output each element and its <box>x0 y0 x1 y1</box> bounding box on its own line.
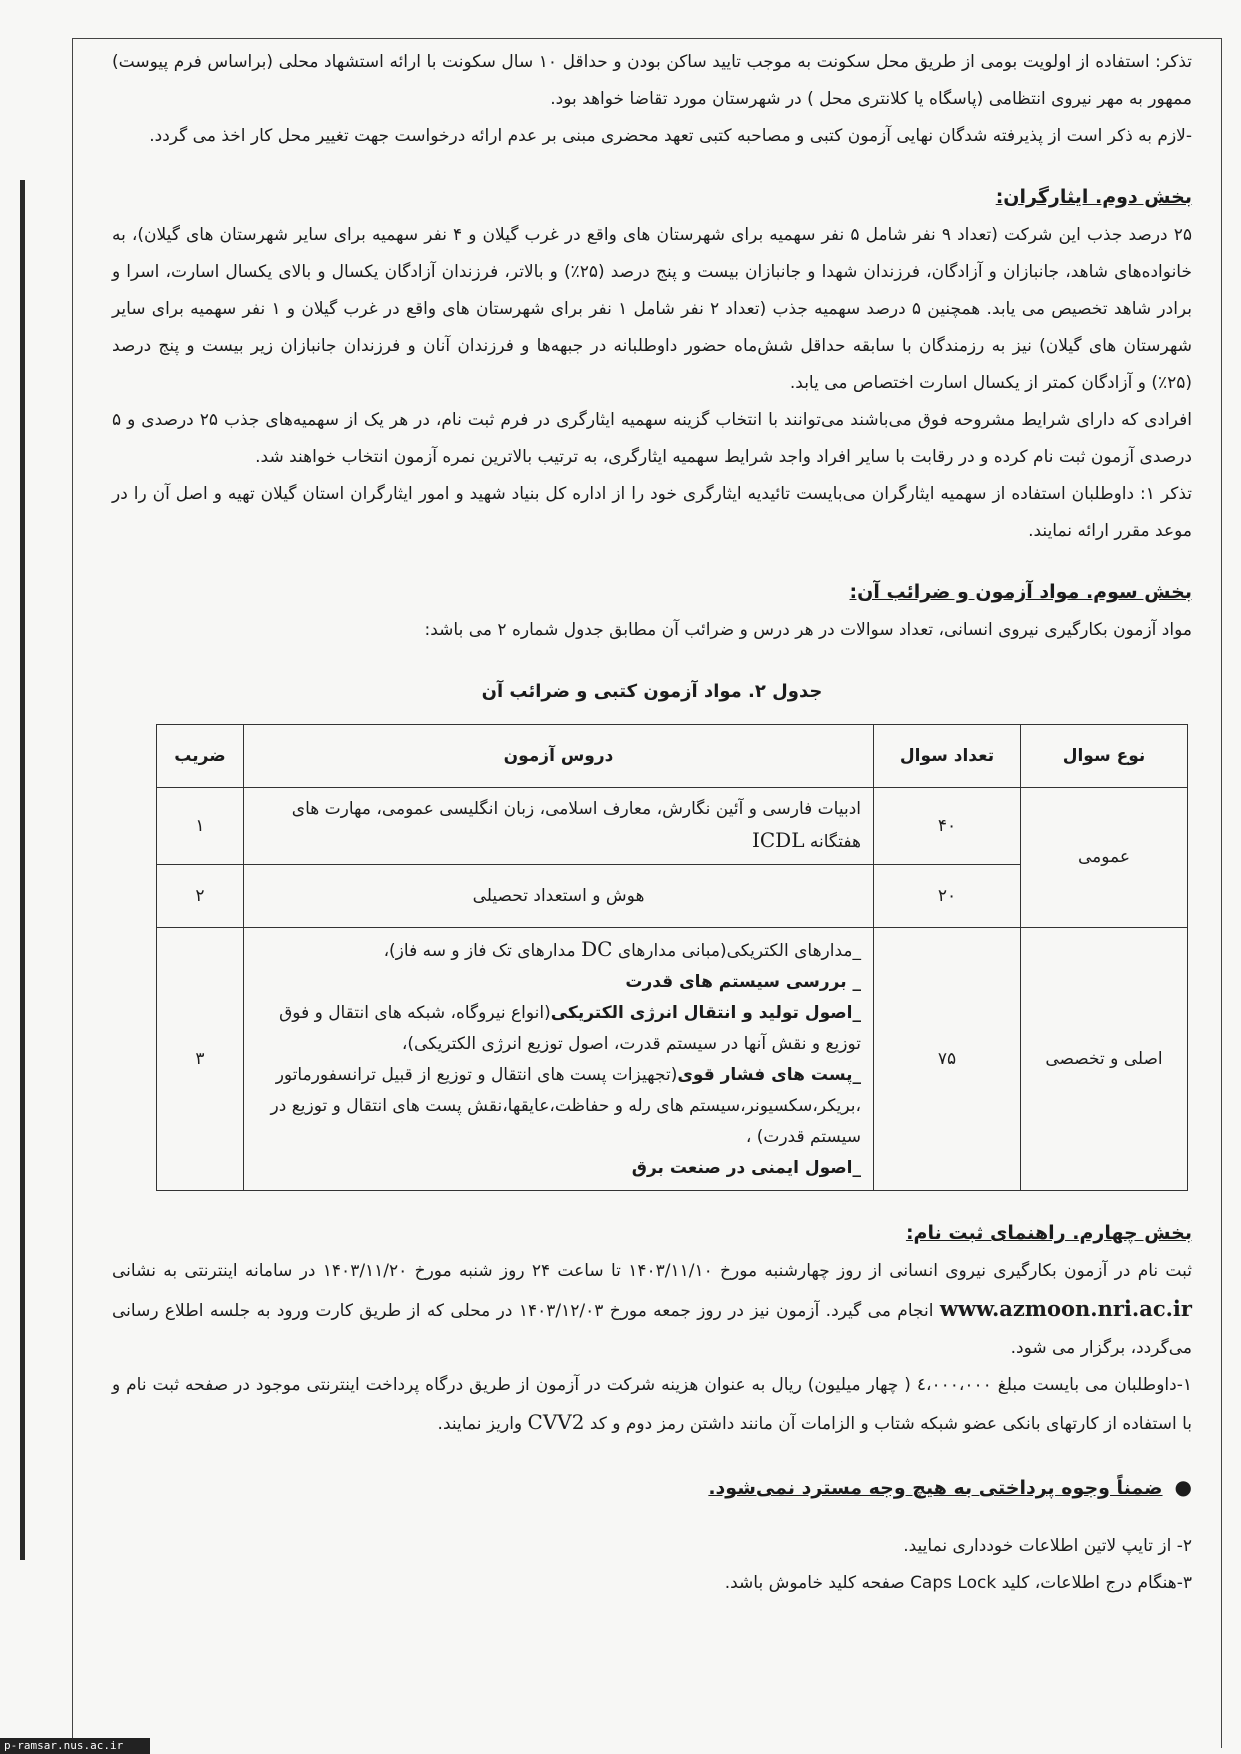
registration-url[interactable]: www.azmoon.nri.ac.ir <box>939 1296 1192 1321</box>
subjects-text: ادبیات فارسی و آئین نگارش، معارف اسلامی، زبان انگلیسی عمومی، مهارت های هفتگانه <box>291 799 861 852</box>
cell-type-specialized: اصلی و تخصصی <box>1021 928 1188 1191</box>
table-row <box>157 788 1188 865</box>
cell-subjects <box>244 788 874 865</box>
cell-coef: ۳ <box>157 928 244 1191</box>
table-title: جدول ۲. مواد آزمون کتبی و ضرائب آن <box>481 681 823 702</box>
header-type: نوع سوال <box>1021 725 1188 788</box>
cell-count: ۷۵ <box>874 928 1021 1191</box>
cell-count: ۴۰ <box>874 788 1021 865</box>
cell-type-general: عمومی <box>1021 788 1188 928</box>
section3-intro: مواد آزمون بکارگیری نیروی انسانی، تعداد سوالات در هر درس و ضرائب آن مطابق جدول شماره ۲ می باشد: <box>424 620 1192 640</box>
note-residence: تذکر: استفاده از اولویت بومی از طریق محل سکونت به موجب تایید ساکن بودن و حداقل ۱۰ سال سکونت با ارائه استشهاد محلی (براساس فرم پیوست) ممهور به مهر نیروی انتظامی (پاسگاه یا کلانتری محل ) در شهرستان مورد تقاضا خواهد بود. <box>112 52 1192 109</box>
exam-subjects-table <box>156 724 1188 1191</box>
refund-notice: ●ضمناً وجوه پرداختی به هیچ وجه مسترد نمی‌شود. <box>112 1465 1192 1510</box>
subject-line: _ بررسی سیستم های قدرت <box>625 972 861 992</box>
section2-para2: افرادی که دارای شرایط مشروحه فوق می‌باشند می‌توانند با انتخاب گزینه سهمیه ایثارگری در فرم ثبت نام، در هر یک از سهمیه‌های جذب ۲۵ درصدی و ۵ درصدی آزمون ثبت نام کرده و در رقابت با سایر افراد واجد شرایط سهمیه ایثارگری، به ترتیب بالاترین نمره آزمون انتخاب خواهند شد. <box>112 410 1192 467</box>
header-coef: ضریب <box>157 725 244 788</box>
section4-item1: ۱-داوطلبان می بایست مبلغ ٤،٠٠٠،٠٠٠ ( چهار میلیون) ریال به عنوان هزینه شرکت در آزمون از طریق درگاه پرداخت اینترنتی موجود در صفحه ثبت نام و با استفاده از کارتهای بانکی عضو شبکه شتاب و الزامات آن مانند داشتن رمز دوم و کد CVV2 واریز نمایند. <box>112 1375 1192 1434</box>
subject-line: _اصول ایمنی در صنعت برق <box>631 1158 861 1178</box>
section4-item2: ۲- از تایپ لاتین اطلاعات خودداری نمایید. <box>903 1536 1192 1556</box>
site-watermark: p-ramsar.nus.ac.ir <box>0 1738 150 1754</box>
section2-para1: ۲۵ درصد جذب این شرکت (تعداد ۹ نفر شامل ۵ نفر سهمیه برای شهرستان های واقع در غرب گیلان و ۴ نفر سهمیه برای سایر شهرستان های گیلان)، به خانواده‌های شاهد، جانبازان و آزادگان، فرزندان شهدا و جانبازان بیست و پنج درصد (۲۵٪) و بالاتر، فرزندان آزادگان یکسال و بالای یکسال اسارت، اسرا و برادر شاهد تخصیص می یابد. همچنین ۵ درصد سهمیه جذب (تعداد ۲ نفر شامل ۱ نفر برای شهرستان های واقع در غرب گیلان و ۱ نفر سهمیه برای سایر شهرستان های گیلان) نیز به رزمندگان با سابقه حداقل شش‌ماه حضور داوطلبانه در جبهه‌ها و فرزندان آنان و فرزندان جانبازان زیر بیست و پنج درصد (۲۵٪) و آزادگان کمتر از یکسال اسارت اختصاص می یابد. <box>112 225 1193 393</box>
section2-heading: بخش دوم. ایثارگران: <box>995 186 1192 208</box>
section4-heading: بخش چهارم. راهنمای ثبت نام: <box>905 1222 1192 1244</box>
subjects-latin: ICDL <box>751 828 805 852</box>
cell-subjects: هوش و استعداد تحصیلی <box>244 865 874 928</box>
bullet-icon: ● <box>1174 1475 1192 1499</box>
section2-note: تذکر ۱: داوطلبان استفاده از سهمیه ایثارگران می‌بایست تائیدیه ایثارگری خود را از اداره کل بنیاد شهید و امور ایثارگران استان گیلان تهیه و اصل آن را در موعد مقرر ارائه نمایند. <box>112 484 1192 541</box>
header-subjects: دروس آزمون <box>244 725 874 788</box>
document-page <box>112 44 1192 1602</box>
section4-para1: ثبت نام در آزمون بکارگیری نیروی انسانی از روز چهارشنبه مورخ ۱۴۰۳/۱۱/۱۰ تا ساعت ۲۴ روز شنبه مورخ ۱۴۰۳/۱۱/۲۰ در سامانه اینترنتی به نشانی www.azmoon.nri.ac.ir انجام می گیرد. آزمون نیز در روز جمعه مورخ ۱۴۰۳/۱۲/۰۳ در محلی که از طریق کارت ورود به جلسه اطلاع رسانی می‌گردد، برگزار می شود. <box>112 1261 1192 1358</box>
subject-line: _پست های فشار قوی(تجهیزات پست های انتقال و توزیع از قبیل ترانسفورماتور ،بریکر،سکسیونر،سیستم های رله و حفاظت،عایقها،نقش پست های انتقال و توزیع در سیستم قدرت) ، <box>270 1065 861 1147</box>
cell-coef: ۱ <box>157 788 244 865</box>
scan-edge-mark <box>20 180 25 1560</box>
subject-line: _اصول تولید و انتقال انرژی الکتریکی(انواع نیروگاه، شبکه های انتقال و فوق توزیع و نقش آنها در سیستم قدرت، اصول توزیع انرژی الکتریکی)، <box>279 1003 861 1054</box>
cell-count: ۲۰ <box>874 865 1021 928</box>
section4-item3: ۳-هنگام درج اطلاعات، کلید Caps Lock صفحه کلید خاموش باشد. <box>724 1573 1192 1593</box>
section3-heading: بخش سوم. مواد آزمون و ضرائب آن: <box>849 581 1192 603</box>
cell-subjects <box>244 928 874 1191</box>
header-count: تعداد سوال <box>874 725 1021 788</box>
table-header-row <box>157 725 1188 788</box>
subject-line: _مدارهای الکتریکی(مبانی مدارهای DC مدارهای تک فاز و سه فاز)، <box>383 937 861 961</box>
note-workplace: -لازم به ذکر است از پذیرفته شدگان نهایی آزمون کتبی و مصاحبه کتبی تعهد محضری مبنی بر عدم ارائه درخواست جهت تغییر محل کار اخذ می گردد. <box>149 126 1192 146</box>
cell-coef: ۲ <box>157 865 244 928</box>
table-row <box>157 928 1188 1191</box>
